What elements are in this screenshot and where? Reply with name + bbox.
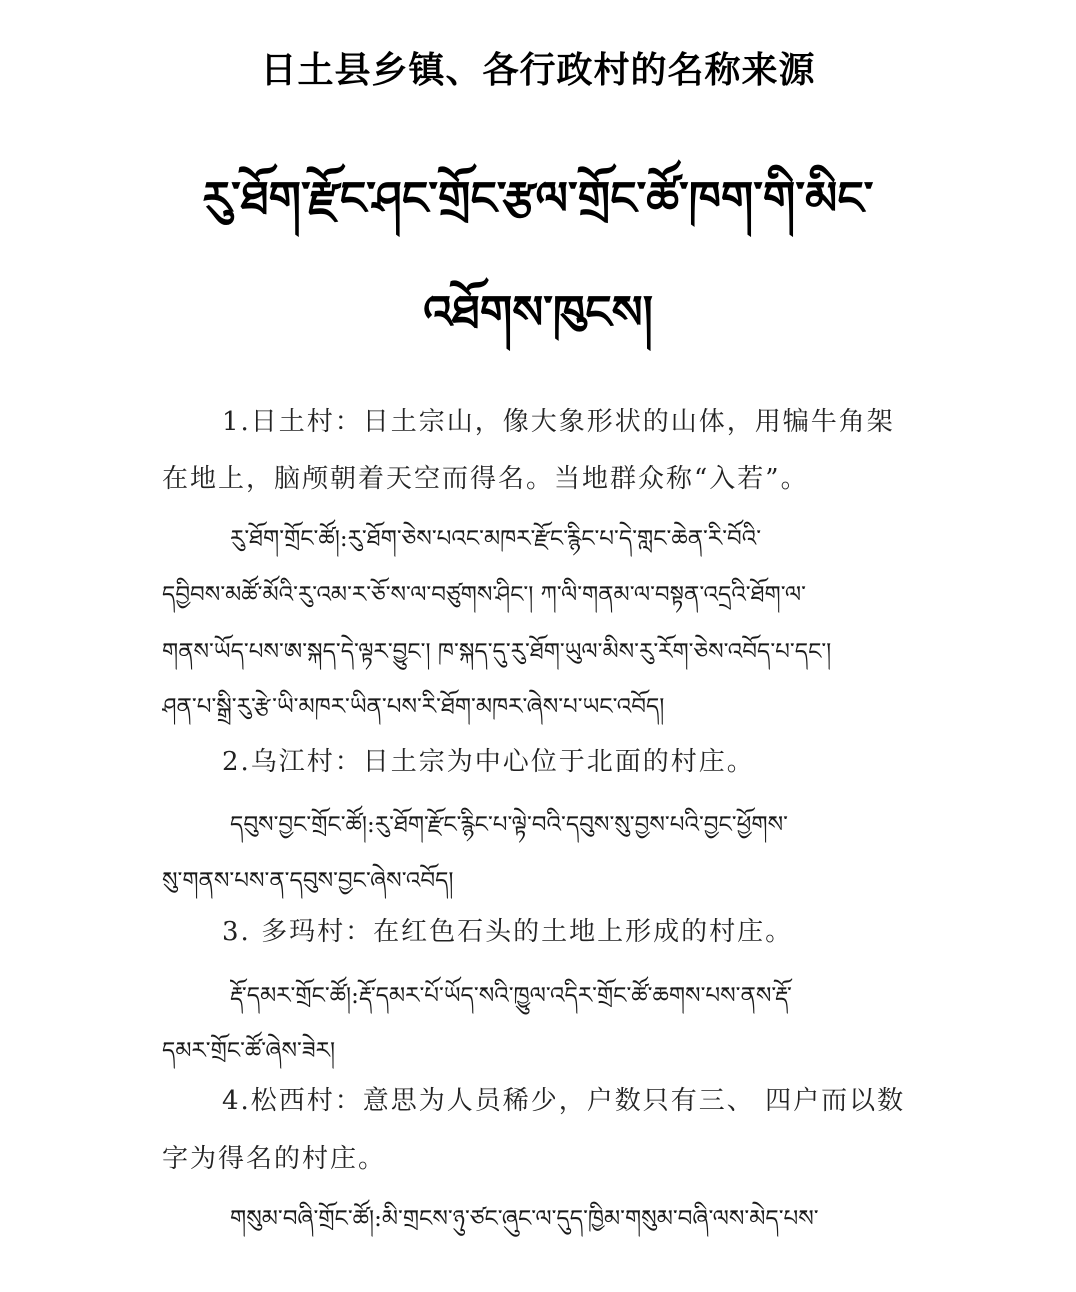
page-title-tibetan-line-2: འཐོགས་ཁུངས། bbox=[423, 285, 653, 339]
entry-2-cn-line-1: 2.乌江村：日土宗为中心位于北面的村庄。 bbox=[222, 747, 755, 777]
entry-1-bo-line-4: ཤན་པ་སྒྲི་རུ་རྩེ་ཡི་མཁར་ཡིན་པས་རི་ཐོག་མཁར་ཞེས་པ་ཡང་འབོད། bbox=[162, 694, 665, 720]
entry-3-cn-line-1: 3. 多玛村：在红色石头的土地上形成的村庄。 bbox=[222, 917, 794, 947]
entry-4-bo-line-1: གསུམ་བཞི་གྲོང་ཚོ།:མི་གྲངས་ཉུ་ཙང་ཞུང་ལ་དུད་ཁྱིམ་གསུམ་བཞི་ལས་མེད་པས་ bbox=[230, 1206, 819, 1232]
page-title-tibetan-line-1: རུ་ཐོག་རྫོང་ཤང་གྲོང་རྩལ་གྲོང་ཚོ་ཁག་གི་མིང་ bbox=[202, 171, 874, 225]
entry-4-cn-line-2: 字为得名的村庄。 bbox=[162, 1144, 387, 1174]
entry-2-bo-line-1: དབུས་བྱང་གྲོང་ཚོ།:རུ་ཐོག་རྫོང་རྙིང་པ་ལྟེ་བའི་དབུས་སུ་བྱས་པའི་བྱང་ཕྱོགས་ bbox=[230, 812, 788, 838]
entry-1-cn-line-1: 1.日土村：日土宗山，像大象形状的山体，用犏牛角架 bbox=[222, 407, 895, 437]
entry-1-bo-line-3: གནས་ཡོད་པས་ཨ་སྐད་དེ་ལྟར་བྱུང་། ཁ་སྐད་དུ་རུ་ཐོག་ཡུལ་མིས་རུ་རོག་ཅེས་འབོད་པ་དང་། bbox=[162, 639, 832, 665]
entry-3-bo-line-1: རྡོ་དམར་གྲོང་ཚོ།:རྡོ་དམར་པོ་ཡོད་སའི་ཁྱུལ་འདིར་གྲོང་ཚོ་ཆགས་པས་ནས་རྡོ་ bbox=[230, 983, 792, 1009]
entry-4-cn-line-1: 4.松西村：意思为人员稀少，户数只有三、 四户而以数 bbox=[222, 1086, 906, 1116]
entry-1-bo-line-2: དབྱིབས་མཚོ་མོའི་རུ་འམ་ར་ཅོ་ས་ལ་བཙུགས་ཤིང་། ཀ་ལི་གནམ་ལ་བསྟན་འདྲའི་ཐོག་ལ་ bbox=[162, 582, 806, 608]
entry-1-cn-line-2: 在地上，脑颅朝着天空而得名。当地群众称“入若”。 bbox=[162, 464, 809, 494]
entry-2-bo-line-2: སུ་གནས་པས་ན་དབུས་བྱང་ཞེས་འབོད། bbox=[162, 868, 454, 894]
entry-1-bo-line-1: རུ་ཐོག་གྲོང་ཚོ།:རུ་ཐོག་ཅེས་པའང་མཁར་རྫོང་རྙིང་པ་དེ་གླང་ཆེན་རི་བོའི་ bbox=[230, 526, 762, 552]
page-title-chinese: 日土县乡镇、各行政村的名称来源 bbox=[260, 50, 816, 91]
entry-3-bo-line-2: དམར་གྲོང་ཚོ་ཞེས་ཟེར། bbox=[162, 1038, 336, 1064]
